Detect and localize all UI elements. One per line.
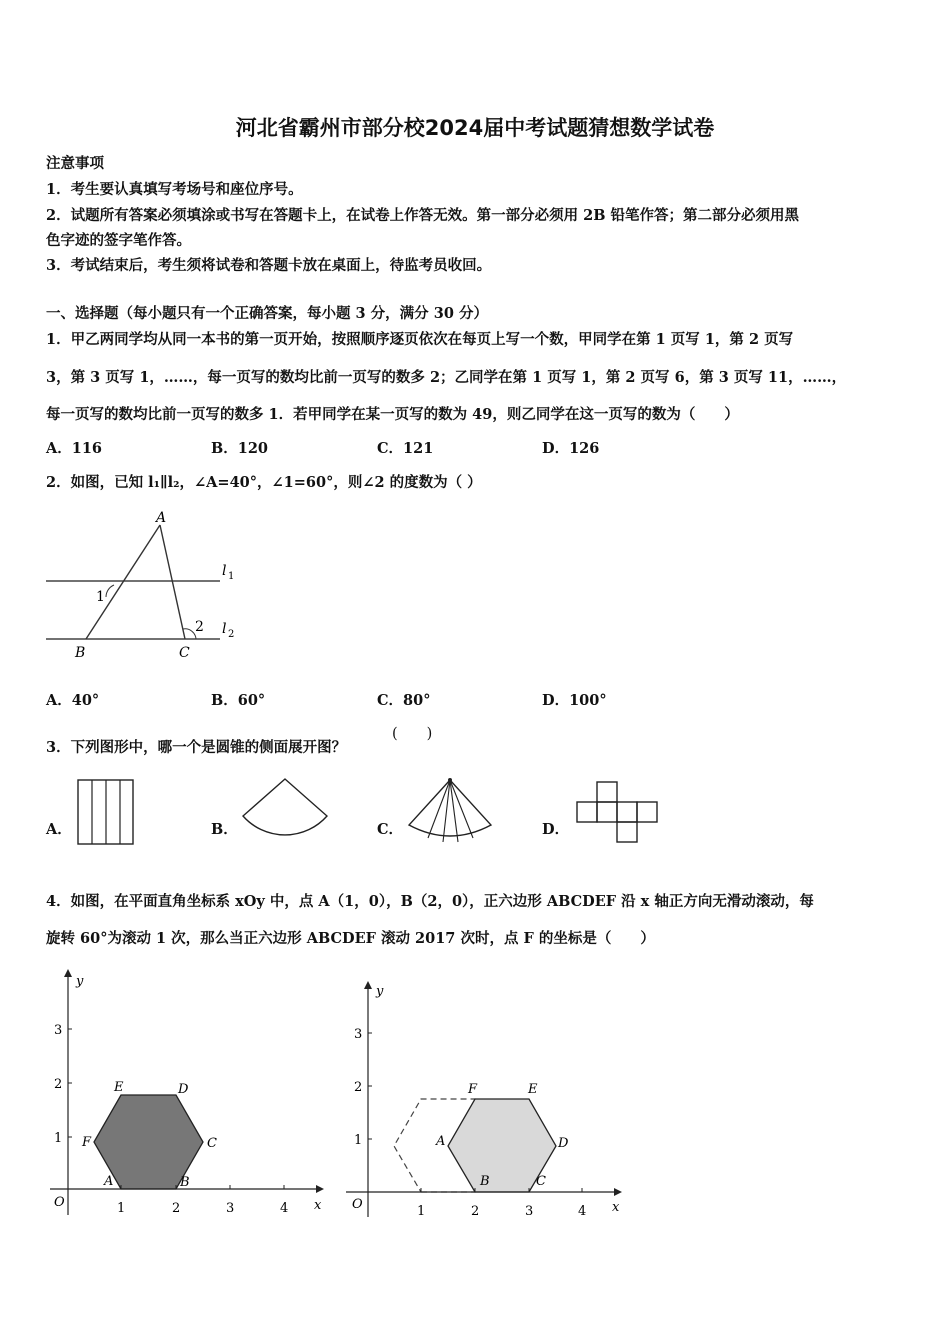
notice-item-3: 3．考试结束后，考生须将试卷和答题卡放在桌面上，待监考员收回。 bbox=[46, 257, 492, 274]
vertex-b-label: B bbox=[180, 1175, 190, 1190]
section-heading: 一、选择题（每小题只有一个正确答案，每小题 3 分，满分 30 分） bbox=[46, 305, 488, 322]
notice-item-2: 2．试题所有答案必须填涂或书写在答题卡上，在试卷上作答无效。第一部分必须用 2B 铅笔作答；第二部分必须用黑 bbox=[46, 207, 800, 224]
label-c: C bbox=[179, 645, 190, 661]
q2-stem: 2．如图，已知 l₁∥l₂，∠A=40°，∠1=60°，则∠2 的度数为（ ） bbox=[46, 474, 482, 491]
line-l2-sub: 2 bbox=[228, 629, 235, 640]
q4-line-1: 4．如图，在平面直角坐标系 xOy 中，点 A（1，0），B（2，0），正六边形 ABCDEF 沿 x 轴正方向无滑动滚动，每 bbox=[46, 893, 814, 910]
y-tick-2: 2 bbox=[354, 1080, 363, 1095]
x-tick-2: 2 bbox=[471, 1204, 480, 1219]
q3-option-c-label: C． bbox=[377, 821, 404, 838]
q1-option-b: B．120 bbox=[211, 440, 269, 457]
vertex-e-label: E bbox=[528, 1082, 538, 1097]
q3-option-b-label: B． bbox=[211, 821, 238, 838]
line-l2-label: l bbox=[222, 621, 227, 637]
q2-option-b: B．60° bbox=[211, 692, 266, 709]
q4-graph-1 bbox=[40, 965, 340, 1225]
vertex-a-label: A bbox=[104, 1174, 114, 1189]
notice-item-2-cont: 色字迹的签字笔作答。 bbox=[46, 232, 191, 249]
q3-option-d-label: D． bbox=[542, 821, 570, 838]
q1-option-c: C．121 bbox=[377, 440, 434, 457]
q2-option-a: A．40° bbox=[46, 692, 100, 709]
origin-label: O bbox=[352, 1197, 363, 1212]
y-tick-2: 2 bbox=[54, 1077, 63, 1092]
x-tick-1: 1 bbox=[417, 1204, 426, 1219]
q3-option-d-figure bbox=[574, 778, 660, 848]
vertex-a-label: A bbox=[436, 1134, 446, 1149]
x-tick-2: 2 bbox=[172, 1201, 181, 1216]
x-tick-3: 3 bbox=[525, 1204, 534, 1219]
q3-option-a-label: A． bbox=[46, 821, 72, 838]
axis-x-label: x bbox=[612, 1200, 620, 1215]
vertex-d-label: D bbox=[178, 1082, 189, 1097]
y-tick-1: 1 bbox=[354, 1133, 363, 1148]
angle-2-label: 2 bbox=[195, 619, 204, 635]
q3-stem: 3．下列图形中，哪一个是圆锥的侧面展开图？ bbox=[46, 739, 347, 756]
angle-1-label: 1 bbox=[96, 589, 105, 605]
label-b: B bbox=[75, 645, 86, 661]
vertex-f-label: F bbox=[468, 1082, 478, 1097]
q1-option-d: D．126 bbox=[542, 440, 600, 457]
vertex-b-label: B bbox=[480, 1174, 490, 1189]
notice-heading: 注意事项 bbox=[46, 155, 104, 172]
q1-line-2: 3，第 3 页写 1，……，每一页写的数均比前一页写的数多 2；乙同学在第 1 页写 1，第 2 页写 6，第 3 页写 11，……， bbox=[46, 369, 847, 386]
q4-graph-2 bbox=[342, 975, 642, 1225]
q3-option-a-figure bbox=[76, 778, 136, 848]
label-a: A bbox=[156, 510, 167, 526]
page-title: 河北省霸州市部分校2024届中考试题猜想数学试卷 bbox=[235, 116, 715, 140]
q1-option-a: A．116 bbox=[46, 440, 103, 457]
notice-item-1: 1．考生要认真填写考场号和座位序号。 bbox=[46, 181, 303, 198]
vertex-e-label: E bbox=[114, 1080, 124, 1095]
q3-option-c-figure bbox=[403, 775, 498, 850]
vertex-c-label: C bbox=[207, 1136, 217, 1151]
line-l1-label: l bbox=[222, 563, 227, 579]
vertex-f-label: F bbox=[82, 1135, 92, 1150]
x-tick-3: 3 bbox=[226, 1201, 235, 1216]
y-tick-3: 3 bbox=[354, 1027, 363, 1042]
axis-y-label: y bbox=[76, 974, 84, 989]
x-tick-4: 4 bbox=[280, 1201, 289, 1216]
axis-x-label: x bbox=[314, 1198, 322, 1213]
vertex-c-label: C bbox=[536, 1174, 546, 1189]
q2-option-c: C．80° bbox=[377, 692, 431, 709]
x-tick-4: 4 bbox=[578, 1204, 587, 1219]
q1-line-1: 1．甲乙两同学均从同一本书的第一页开始，按照顺序逐页依次在每页上写一个数，甲同学在第 1 页写 1，第 2 页写 bbox=[46, 331, 794, 348]
axis-y-label: y bbox=[376, 984, 384, 999]
q4-line-2: 旋转 60°为滚动 1 次，那么当正六边形 ABCDEF 滚动 2017 次时，点 F 的坐标是（ ） bbox=[46, 930, 655, 947]
y-tick-1: 1 bbox=[54, 1131, 63, 1146]
q2-option-d: D．100° bbox=[542, 692, 607, 709]
line-l1-sub: 1 bbox=[228, 571, 235, 582]
origin-label: O bbox=[54, 1195, 65, 1210]
vertex-d-label: D bbox=[558, 1136, 569, 1151]
q3-option-b-figure bbox=[238, 775, 333, 850]
x-tick-1: 1 bbox=[117, 1201, 126, 1216]
q2-figure bbox=[40, 505, 250, 670]
q3-bracket: ( ) bbox=[392, 726, 433, 742]
q1-line-3: 每一页写的数均比前一页写的数多 1．若甲同学在某一页写的数为 49，则乙同学在这一页写的数为（ ） bbox=[46, 406, 739, 423]
y-tick-3: 3 bbox=[54, 1023, 63, 1038]
